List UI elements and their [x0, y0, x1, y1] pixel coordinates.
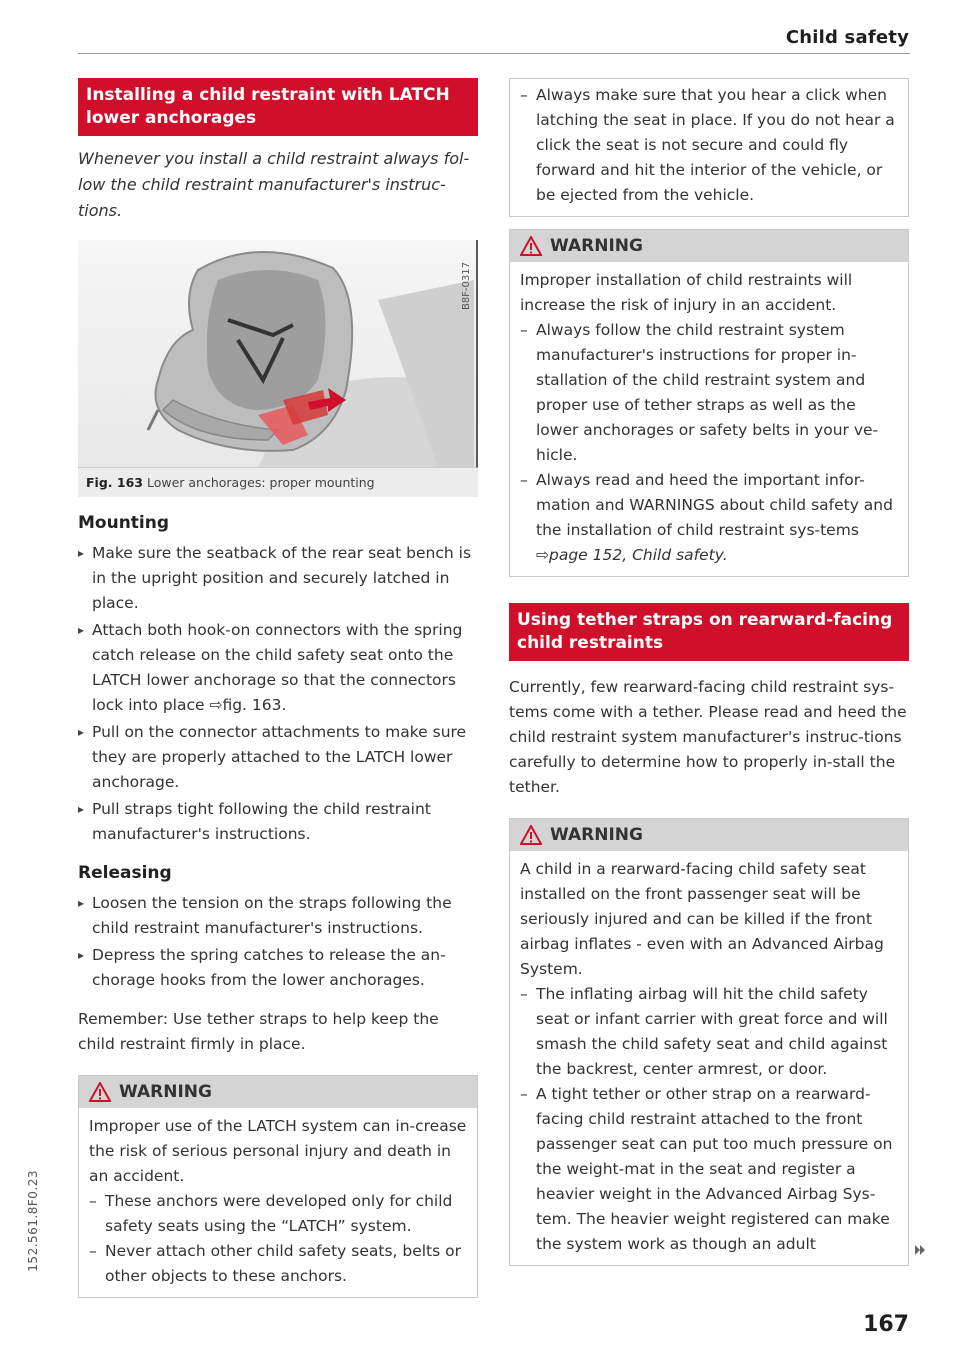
warning-header: [510, 230, 908, 262]
warning-title: WARNING: [119, 1082, 212, 1102]
warning-item-text: Always read and heed the important infor-mation and WARNINGS about child safety and the installation of child restraint sys-tems: [536, 471, 893, 539]
child-seat-illustration: [78, 240, 474, 468]
warning-box-rearward: [509, 818, 909, 1266]
mounting-step: ▸ Pull on the connector attachments to make sure they are properly attached to the LATCH lower anchorage.: [78, 720, 478, 795]
releasing-step: ▸ Depress the spring catches to release the an-chorage hooks from the lower anchorages.: [78, 943, 478, 993]
warning-box-latch: [78, 1075, 478, 1298]
click-note-item: – Always make sure that you hear a click when latching the seat in place. If you do not hear a click the seat is not secure and could fly forward and hit the interior of the vehicle, or be ejected from the vehicle.: [520, 83, 898, 208]
tether-paragraph: Currently, few rearward-facing child restraint sys-tems come with a tether. Please read and heed the child restraint system manufacturer's instruc-tions carefully to determine how to properly in-stall the tether.: [509, 678, 907, 796]
warning-title: WARNING: [550, 825, 643, 845]
figure-caption-text: Lower anchorages: proper mounting: [146, 475, 375, 490]
figure-caption: [78, 468, 478, 497]
releasing-heading: Releasing: [78, 863, 172, 883]
intro-text: Whenever you install a child restraint always fol-low the child restraint manufacturer's instruc-tions.: [78, 149, 470, 220]
section-title-tether: Using tether straps on rearward-facing child restraints: [509, 603, 909, 661]
left-column: [78, 78, 478, 1298]
warning-item: – Never attach other child safety seats, belts or other objects to these anchors.: [89, 1239, 467, 1289]
warning-box-installation: [509, 229, 909, 577]
mounting-heading: Mounting: [78, 513, 170, 533]
warning-item: – A tight tether or other strap on a rearward-facing child restraint attached to the front passenger seat can put too much pressure on the weight-mat in the seat and register a heavier weight in the Advanced Airbag Sys-tem. The heavier weight registered can make the system work as though an adult: [520, 1082, 898, 1257]
mounting-step: ▸ Pull straps tight following the child restraint manufacturer's instructions.: [78, 797, 478, 847]
warning-intro: A child in a rearward-facing child safety seat installed on the front passenger seat will be seriously injured and can be killed if the front airbag inflates - even with an Advanced Airbag System.: [520, 860, 884, 978]
click-note-box: [509, 78, 909, 217]
warning-triangle-icon: [89, 1082, 111, 1102]
page-reference-link[interactable]: ⇨page 152, Child safety.: [536, 546, 728, 564]
warning-intro: Improper installation of child restraints will increase the risk of injury in an accident.: [520, 271, 853, 314]
header-rule: [78, 53, 910, 54]
warning-intro: Improper use of the LATCH system can in-crease the risk of serious personal injury and death in an accident.: [89, 1117, 467, 1185]
continue-arrow-icon: [913, 1243, 927, 1257]
figure-code: B8F-0317: [461, 262, 472, 311]
warning-triangle-icon: [520, 825, 542, 845]
warning-header: [510, 819, 908, 851]
warning-title: WARNING: [550, 236, 643, 256]
remember-text: Remember: Use tether straps to help keep the child restraint firmly in place.: [78, 1010, 439, 1053]
warning-item: [520, 468, 898, 568]
warning-item: – Always follow the child restraint system manufacturer's instructions for proper in-stallation of the child restraint system and proper use of tether straps as well as the lower anchorages or safety belts in your ve-hicle.: [520, 318, 898, 468]
releasing-step: ▸ Loosen the tension on the straps following the child restraint manufacturer's instructions.: [78, 891, 478, 941]
page-number: 167: [863, 1312, 909, 1337]
warning-item: – These anchors were developed only for child safety seats using the “LATCH” system.: [89, 1189, 467, 1239]
side-document-code: 152.561.8F0.23: [26, 1170, 40, 1272]
mounting-step: ▸ Attach both hook-on connectors with the spring catch release on the child safety seat onto the LATCH lower anchorage so that the connectors lock into place ⇨fig. 163.: [78, 618, 478, 718]
warning-item: – The inflating airbag will hit the child safety seat or infant carrier with great force and will smash the child safety seat and child against the backrest, center armrest, or door.: [520, 982, 898, 1082]
mounting-step: ▸ Make sure the seatback of the rear seat bench is in the upright position and securely latched in place.: [78, 541, 478, 616]
warning-header: [79, 1076, 477, 1108]
running-head: Child safety: [785, 27, 909, 48]
figure-caption-label: Fig. 163: [86, 475, 143, 490]
right-column: [509, 78, 909, 1266]
warning-triangle-icon: [520, 236, 542, 256]
figure-163: [78, 240, 478, 468]
section-title-latch: Installing a child restraint with LATCH lower anchorages: [78, 78, 478, 136]
